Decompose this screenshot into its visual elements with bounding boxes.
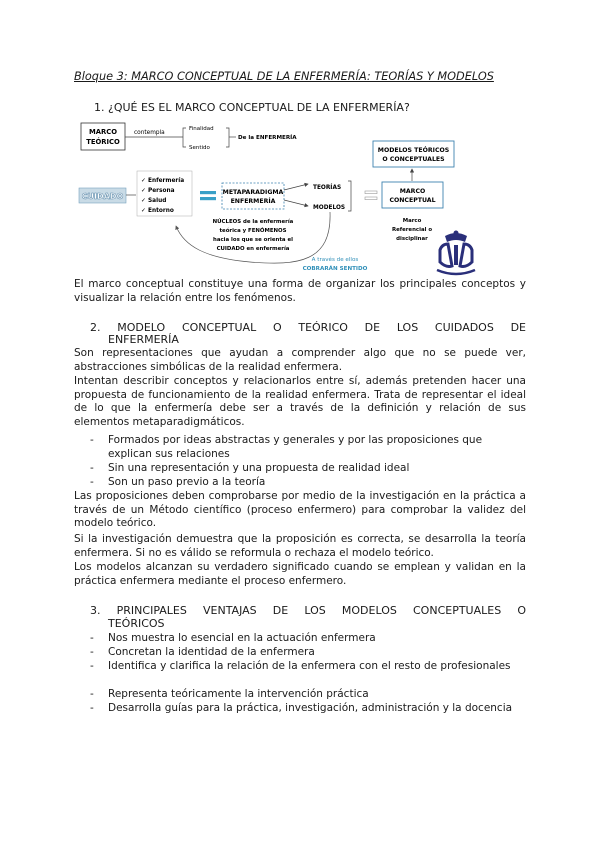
bullet-dash: -: [90, 476, 94, 488]
check-icon: ✓: [141, 208, 146, 214]
section1-heading: 1. ¿QUÉ ES EL MARCO CONCEPTUAL DE LA ENFERMERÍA?: [94, 101, 410, 114]
section3-heading-l1: 3. PRINCIPALES VENTAJAS DE LOS MODELOS CONCEPTUALES O: [90, 604, 526, 617]
section3-bullet-4: Representa teóricamente la intervención práctica: [108, 688, 369, 700]
marco-teorico-box: [81, 123, 125, 150]
equals-icon: [200, 191, 216, 194]
marco-conceptual-box: [382, 182, 443, 208]
bullet-dash: -: [90, 434, 94, 446]
metaparadigma-box: [222, 183, 284, 209]
section1-paragraph: El marco conceptual constituye una forma de organizar los principales conceptos y visualizar la relación entre los fenómenos.: [74, 278, 526, 304]
section3-bullet-1: Nos muestra lo esencial en la actuación enfermera: [108, 632, 376, 644]
section2-paragraph-1: Son representaciones que ayudan a comprender algo que no se puede ver, abstracciones simbólicas de la realidad enfermera.: [74, 347, 526, 373]
document-title: Bloque 3: MARCO CONCEPTUAL DE LA ENFERMERÍA: TEORÍAS Y MODELOS: [74, 70, 494, 83]
teorias-label: TEORÍAS: [313, 185, 342, 191]
marco-conceptual-l2: CONCEPTUAL: [389, 197, 436, 204]
section2-bullet-3: Son un paso previo a la teoría: [108, 476, 266, 488]
bullet-dash: -: [90, 688, 94, 700]
sentido-label: Sentido: [189, 145, 210, 151]
cobraran-label: COBRARÁN SENTIDO: [302, 266, 368, 272]
svg-text:Marco: Marco: [402, 218, 422, 224]
checklist-item: Enfermería: [148, 178, 185, 184]
contempla-label: contempla: [134, 130, 165, 136]
university-logo-icon: [437, 231, 475, 275]
section2-bullet-1: Formados por ideas abstractas y generales y por las proposiciones que explican sus relaciones: [108, 434, 483, 460]
metaparadigma-l1: METAPARADIGMA: [222, 189, 284, 196]
modelos-teoricos-l1: MODELOS TEÓRICOS: [377, 147, 450, 154]
de-la-enfermeria-label: De la ENFERMERÍA: [238, 135, 297, 141]
svg-text:disciplinar: disciplinar: [396, 236, 428, 242]
svg-text:teórica y FENÓMENOS: teórica y FENÓMENOS: [219, 228, 287, 234]
svg-text:Referencial o: Referencial o: [391, 227, 433, 233]
section2-paragraph-4: Si la investigación demuestra que la proposición es correcta, se desarrolla la teoría enfermera. Si no es válido se reformula o rechaza el modelo teórico.: [74, 533, 526, 559]
cuidado-label: CUIDADO: [81, 192, 124, 201]
metaparadigma-l2: ENFERMERÍA: [230, 198, 276, 205]
svg-text:hacia los que se orienta el: hacia los que se orienta el: [213, 237, 293, 243]
section2-paragraph-3: Las proposiciones deben comprobarse por medio de la investigación en la práctica a través de un Método científico (proceso enfermero) para comprobar la validez del modelo teórico.: [74, 490, 526, 530]
marco-teorico-l1: MARCO: [88, 128, 118, 136]
section3-bullet-2: Concretan la identidad de la enfermera: [108, 646, 315, 658]
a-traves-label: A través de ellos: [311, 257, 359, 263]
cuidado-box: [79, 188, 126, 203]
section2-heading-l2: ENFERMERÍA: [108, 333, 179, 346]
concept-map-diagram: [70, 116, 530, 278]
section2-heading-l1: 2. MODELO CONCEPTUAL O TEÓRICO DE LOS CUIDADOS DE: [90, 321, 526, 334]
marco-conceptual-l1: MARCO: [399, 188, 426, 195]
section2-paragraph-5: Los modelos alcanzan su verdadero significado cuando se emplean y validan en la práctica enfermera mediante el proceso enfermero.: [74, 561, 526, 587]
checklist-item: Salud: [148, 198, 167, 204]
bullet-dash: -: [90, 462, 94, 474]
check-icon: ✓: [141, 178, 146, 184]
modelos-teoricos-l2: O CONCEPTUALES: [382, 156, 445, 163]
section2-bullet-2: Sin una representación y una propuesta de realidad ideal: [108, 462, 410, 474]
section3-bullet-5: Desarrolla guías para la práctica, investigación, administración y la docencia: [108, 702, 513, 714]
svg-text:CUIDADO en enfermería: CUIDADO en enfermería: [216, 246, 290, 252]
bullet-dash: -: [90, 660, 94, 672]
nucleos-text: [213, 218, 294, 252]
section2-paragraph-2: Intentan describir conceptos y relacionarlos entre sí, además pretenden hacer una propuesta de funcionamiento de la realidad enfermera. Trata de representar el ideal de lo que la enfermería debe ser a través de la definición y relación de sus elementos metaparadigmáticos.: [74, 375, 526, 428]
modelos-label: MODELOS: [313, 205, 346, 211]
checklist-item: Persona: [148, 188, 175, 194]
finalidad-label: Finalidad: [189, 126, 214, 132]
bullet-dash: -: [90, 646, 94, 658]
section3-heading-l2: TEÓRICOS: [108, 617, 165, 630]
check-icon: ✓: [141, 188, 146, 194]
bullet-dash: -: [90, 702, 94, 714]
checklist-item: Entorno: [148, 208, 174, 214]
modelos-teoricos-box: [373, 141, 454, 167]
section3-bullet-3: Identifica y clarifica la relación de la enfermera con el resto de profesionales: [108, 660, 511, 672]
check-icon: ✓: [141, 198, 146, 204]
marco-teorico-l2: TEÓRICO: [86, 138, 120, 146]
marco-referencial-text: [392, 218, 432, 242]
bullet-dash: -: [90, 632, 94, 644]
svg-text:NÚCLEOS de la enfermería: NÚCLEOS de la enfermería: [212, 219, 294, 225]
